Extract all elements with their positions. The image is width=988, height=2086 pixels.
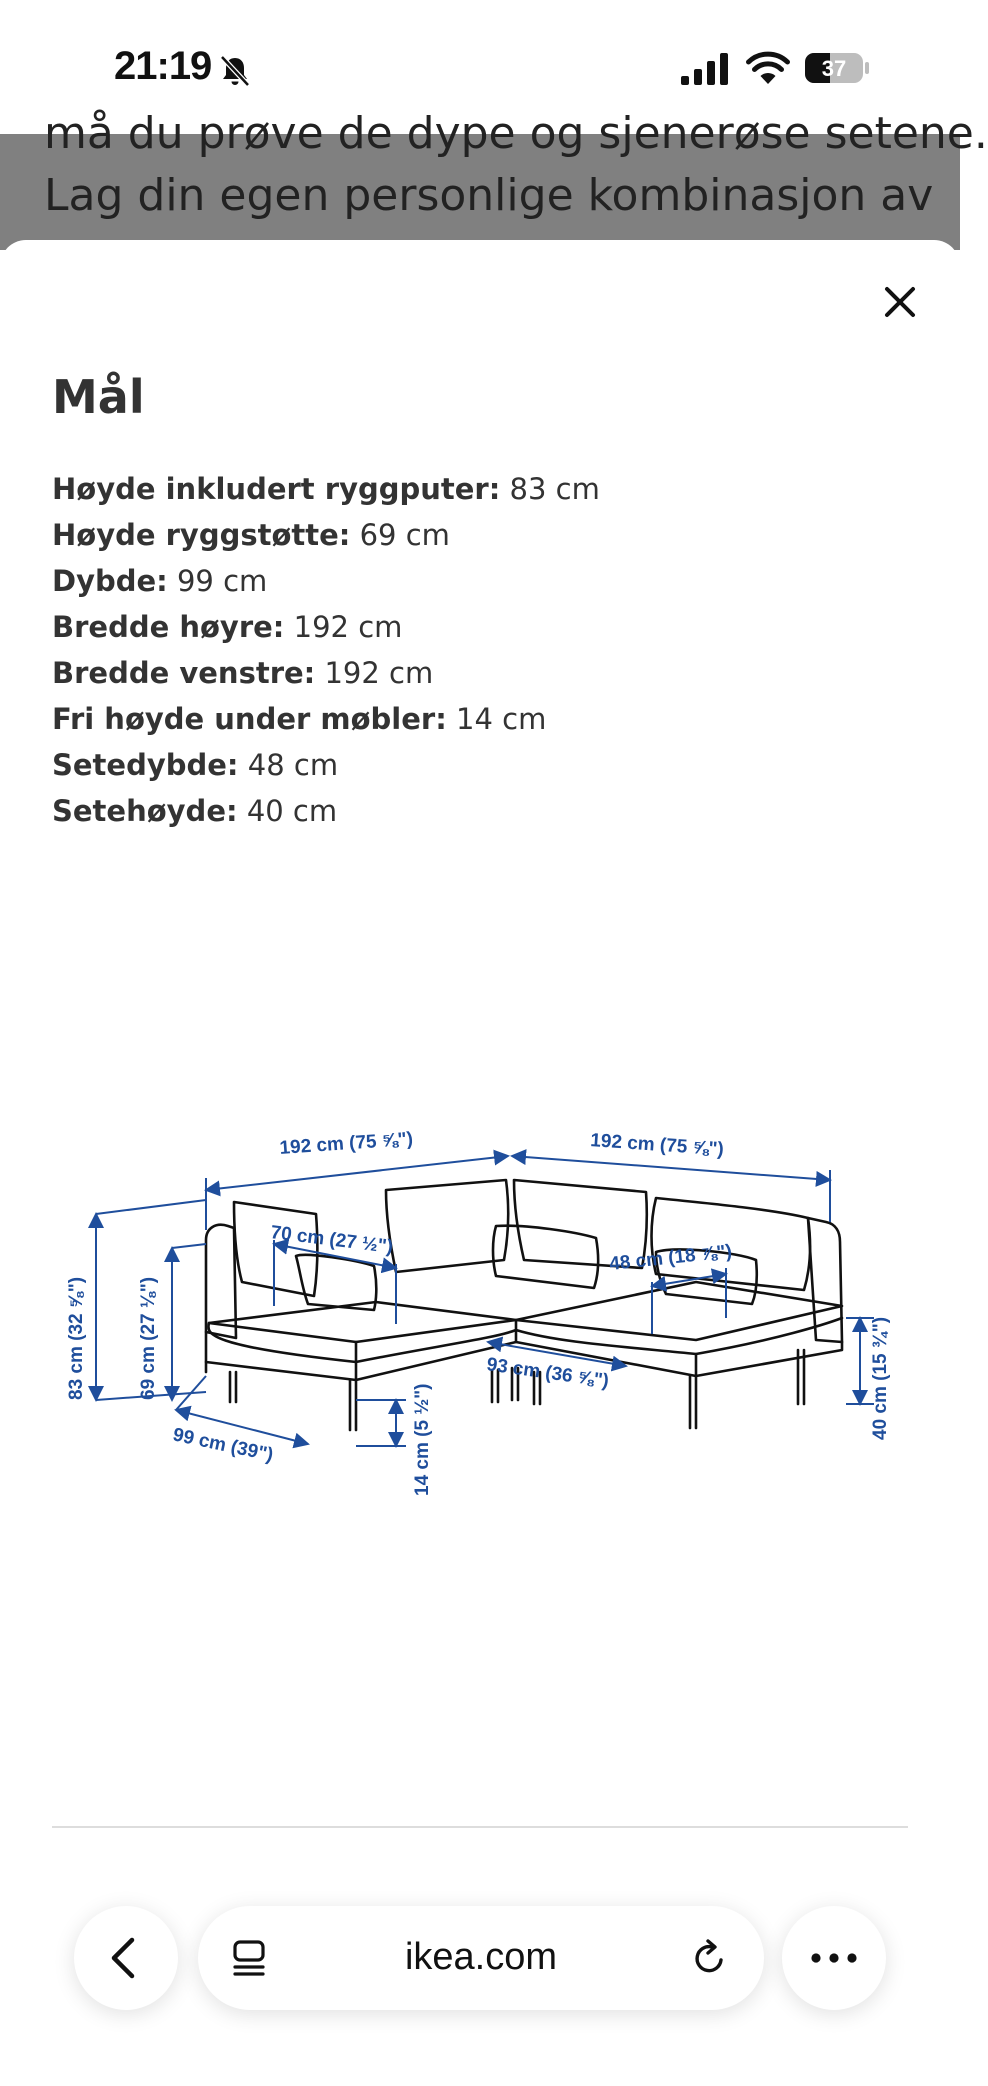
dimension-row bbox=[52, 696, 600, 742]
background-text-line: Lag din egen personlige kombinasjon av bbox=[44, 170, 934, 221]
dimension-value: 99 cm bbox=[176, 564, 268, 598]
dimension-label-clearance: 14 cm (5 ½") bbox=[412, 1383, 433, 1496]
back-chevron-icon bbox=[74, 1906, 178, 2010]
dimension-lines bbox=[96, 1156, 874, 1446]
dimension-label: Høyde ryggstøtte: bbox=[52, 518, 351, 552]
dimension-value: 69 cm bbox=[359, 518, 450, 552]
dimension-label: Fri høyde under møbler: bbox=[52, 702, 447, 736]
dimension-row bbox=[52, 604, 600, 650]
dimension-label: Høyde inkludert ryggputer: bbox=[52, 472, 501, 506]
divider bbox=[52, 1826, 908, 1828]
battery-icon bbox=[804, 52, 870, 84]
more-button[interactable] bbox=[782, 1906, 886, 2010]
close-icon[interactable] bbox=[876, 278, 924, 326]
page-title: Mål bbox=[52, 370, 145, 424]
dimension-row bbox=[52, 466, 600, 512]
url-text[interactable]: ikea.com bbox=[404, 1936, 558, 1978]
address-bar[interactable] bbox=[198, 1906, 764, 2010]
dimension-label-seat-height: 40 cm (15 ¾") bbox=[870, 1316, 891, 1440]
dimension-label: Bredde høyre: bbox=[52, 610, 285, 644]
dimension-label-width-right: 192 cm (75 ⅝") bbox=[589, 1130, 725, 1161]
dimension-row bbox=[52, 788, 600, 834]
reload-icon[interactable] bbox=[688, 1936, 732, 1980]
dimension-value: 48 cm bbox=[247, 748, 339, 782]
battery-level: 37 bbox=[821, 56, 847, 81]
back-button[interactable] bbox=[74, 1906, 178, 2010]
dimension-row bbox=[52, 558, 600, 604]
dimension-label: Setehøyde: bbox=[52, 794, 238, 828]
dimension-row bbox=[52, 650, 600, 696]
status-time: 21:19 bbox=[114, 44, 212, 88]
sofa-dimension-diagram bbox=[56, 1110, 916, 1650]
dimension-label: Setedybde: bbox=[52, 748, 239, 782]
background-page bbox=[0, 108, 988, 250]
dimension-label-inner-depth: 93 cm (36 ⅝") bbox=[485, 1354, 611, 1393]
dimension-label: Bredde venstre: bbox=[52, 656, 316, 690]
sofa-outline bbox=[206, 1180, 842, 1430]
dimension-value: 14 cm bbox=[456, 702, 547, 736]
bell-slash-icon bbox=[218, 54, 252, 88]
dimension-row bbox=[52, 512, 600, 558]
dimension-value: 192 cm bbox=[293, 610, 403, 644]
dimension-value: 192 cm bbox=[324, 656, 434, 690]
wifi-icon bbox=[746, 50, 790, 86]
dimension-label-width-left: 192 cm (75 ⅝") bbox=[278, 1128, 414, 1159]
dimension-value: 40 cm bbox=[246, 794, 338, 828]
background-text-line: må du prøve de dype og sjenerøse setene. bbox=[44, 108, 988, 159]
dimension-list bbox=[52, 466, 600, 834]
dimension-label-depth: 99 cm (39") bbox=[170, 1424, 276, 1467]
dimension-label-back-cushion: 70 cm (27 ½") bbox=[269, 1222, 395, 1258]
dimension-value: 83 cm bbox=[509, 472, 600, 506]
cellular-signal-icon bbox=[680, 52, 730, 86]
more-dots-icon bbox=[782, 1906, 886, 2010]
dimension-label-height-back: 69 cm (27 ⅛") bbox=[138, 1276, 159, 1400]
dimension-label-seat-depth: 48 cm (18 ⅞") bbox=[608, 1241, 733, 1275]
dimension-label-height-total: 83 cm (32 ⅝") bbox=[66, 1276, 87, 1400]
dimension-row bbox=[52, 742, 600, 788]
dimension-label: Dybde: bbox=[52, 564, 168, 598]
